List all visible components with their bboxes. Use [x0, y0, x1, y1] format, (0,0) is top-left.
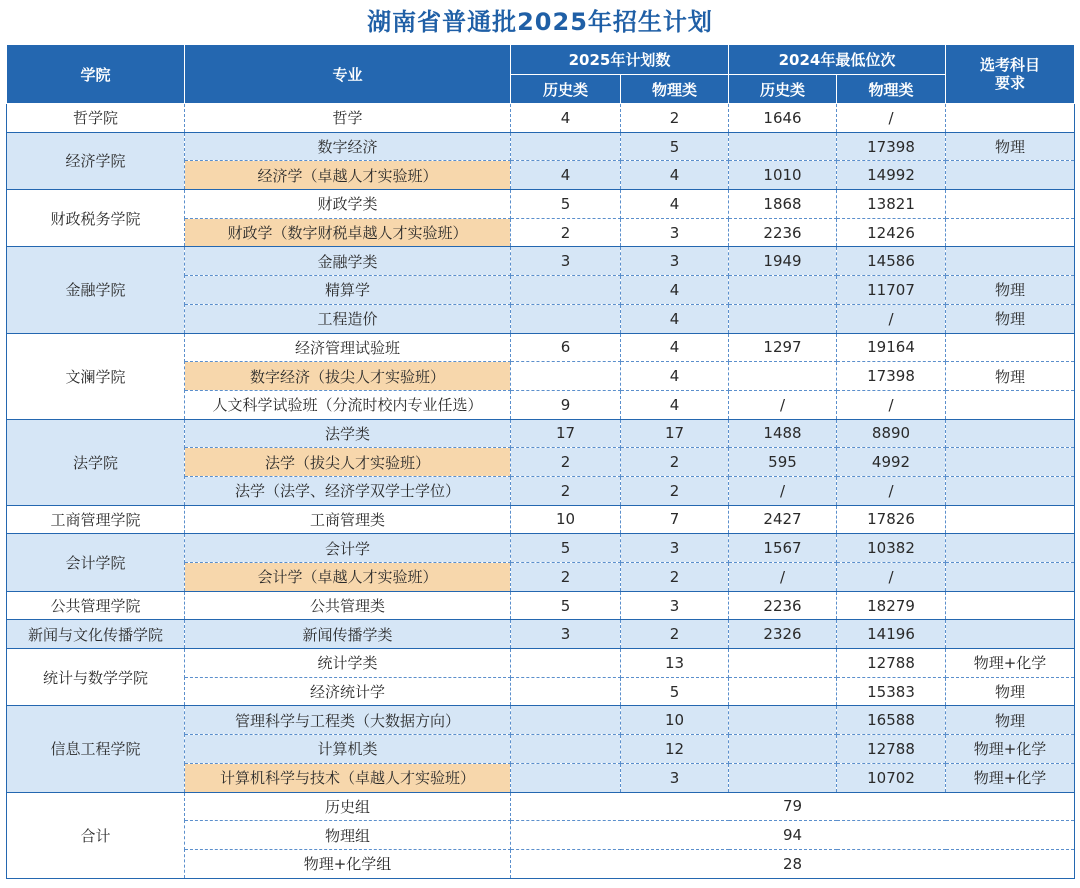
subject-requirement: 物理	[946, 304, 1075, 333]
rank-history: 2236	[729, 218, 837, 247]
plan-history	[511, 677, 621, 706]
rank-history: 2236	[729, 591, 837, 620]
table-row	[7, 190, 1075, 219]
plan-history	[511, 304, 621, 333]
subject-requirement	[946, 505, 1075, 534]
subject-requirement: 物理	[946, 276, 1075, 305]
subject-requirement	[946, 190, 1075, 219]
rank-history: /	[729, 563, 837, 592]
table-row	[7, 247, 1075, 276]
major-name: 公共管理类	[185, 591, 511, 620]
table-row	[7, 333, 1075, 362]
major-name: 财政学（数字财税卓越人才实验班）	[185, 218, 511, 247]
header-plan-history: 历史类	[511, 75, 621, 104]
college-group	[7, 706, 1075, 792]
plan-physics: 4	[621, 276, 729, 305]
rank-physics: 14992	[837, 161, 946, 190]
total-value: 79	[511, 792, 1075, 821]
rank-physics: 12426	[837, 218, 946, 247]
rank-physics: 16588	[837, 706, 946, 735]
college-name: 财政税务学院	[7, 190, 185, 247]
subject-requirement: 物理	[946, 132, 1075, 161]
major-name: 新闻传播学类	[185, 620, 511, 649]
major-name: 统计学类	[185, 649, 511, 678]
rank-history	[729, 362, 837, 391]
header-rank-2024: 2024年最低位次	[729, 45, 946, 75]
subject-requirement: 物理	[946, 677, 1075, 706]
subject-requirement: 物理+化学	[946, 649, 1075, 678]
college-name: 哲学院	[7, 104, 185, 133]
major-name: 经济管理试验班	[185, 333, 511, 362]
plan-physics: 3	[621, 534, 729, 563]
rank-history: 1949	[729, 247, 837, 276]
plan-physics: 7	[621, 505, 729, 534]
major-name: 哲学	[185, 104, 511, 133]
major-name: 会计学（卓越人才实验班）	[185, 563, 511, 592]
rank-history: 1567	[729, 534, 837, 563]
major-name: 计算机类	[185, 735, 511, 764]
major-name: 工程造价	[185, 304, 511, 333]
header-rank-history: 历史类	[729, 75, 837, 104]
rank-physics: 15383	[837, 677, 946, 706]
subject-requirement	[946, 563, 1075, 592]
rank-physics: 10382	[837, 534, 946, 563]
total-value: 94	[511, 821, 1075, 850]
plan-history: 3	[511, 247, 621, 276]
college-group	[7, 591, 1075, 620]
header-plan-physics: 物理类	[621, 75, 729, 104]
major-name: 计算机科学与技术（卓越人才实验班）	[185, 763, 511, 792]
subject-requirement	[946, 620, 1075, 649]
plan-history	[511, 763, 621, 792]
rank-history	[729, 763, 837, 792]
table-row	[7, 505, 1075, 534]
subject-requirement	[946, 333, 1075, 362]
rank-physics: 14196	[837, 620, 946, 649]
rank-history: 1297	[729, 333, 837, 362]
plan-physics: 3	[621, 763, 729, 792]
rank-history: /	[729, 476, 837, 505]
rank-physics: 4992	[837, 448, 946, 477]
plan-history: 2	[511, 476, 621, 505]
subject-requirement	[946, 218, 1075, 247]
total-group	[7, 792, 1075, 878]
rank-physics: /	[837, 476, 946, 505]
college-name: 信息工程学院	[7, 706, 185, 792]
rank-history	[729, 735, 837, 764]
table-row	[7, 132, 1075, 161]
plan-history: 3	[511, 620, 621, 649]
rank-history: 2427	[729, 505, 837, 534]
subject-requirement	[946, 161, 1075, 190]
plan-history: 17	[511, 419, 621, 448]
plan-physics: 2	[621, 620, 729, 649]
subject-requirement	[946, 390, 1075, 419]
rank-history	[729, 276, 837, 305]
college-name: 统计与数学学院	[7, 649, 185, 706]
subject-requirement: 物理	[946, 362, 1075, 391]
rank-physics: 12788	[837, 649, 946, 678]
table-row	[7, 706, 1075, 735]
plan-physics: 4	[621, 304, 729, 333]
page-title: 湖南省普通批2025年招生计划	[367, 8, 713, 36]
rank-physics: /	[837, 104, 946, 133]
plan-history: 5	[511, 190, 621, 219]
rank-physics: /	[837, 390, 946, 419]
table-header	[7, 45, 1075, 104]
major-name: 工商管理类	[185, 505, 511, 534]
table-row	[7, 792, 1075, 821]
table-row	[7, 649, 1075, 678]
plan-physics: 2	[621, 448, 729, 477]
college-group	[7, 132, 1075, 189]
header-plan-2025: 2025年计划数	[511, 45, 729, 75]
plan-physics: 2	[621, 563, 729, 592]
table-row	[7, 104, 1075, 133]
plan-physics: 4	[621, 333, 729, 362]
rank-physics: 17398	[837, 132, 946, 161]
rank-physics: 11707	[837, 276, 946, 305]
subject-requirement	[946, 591, 1075, 620]
major-name: 法学（法学、经济学双学士学位）	[185, 476, 511, 505]
plan-physics: 5	[621, 677, 729, 706]
college-group	[7, 649, 1075, 706]
plan-physics: 4	[621, 390, 729, 419]
table-row	[7, 591, 1075, 620]
total-value: 28	[511, 849, 1075, 878]
major-name: 管理科学与工程类（大数据方向）	[185, 706, 511, 735]
college-name: 新闻与文化传播学院	[7, 620, 185, 649]
subject-requirement: 物理	[946, 706, 1075, 735]
college-name: 会计学院	[7, 534, 185, 591]
plan-history: 5	[511, 591, 621, 620]
plan-physics: 3	[621, 218, 729, 247]
plan-history: 2	[511, 448, 621, 477]
plan-physics: 17	[621, 419, 729, 448]
subject-requirement: 物理+化学	[946, 735, 1075, 764]
plan-physics: 13	[621, 649, 729, 678]
rank-history	[729, 132, 837, 161]
rank-physics: 18279	[837, 591, 946, 620]
college-group	[7, 620, 1075, 649]
plan-history: 5	[511, 534, 621, 563]
rank-history	[729, 304, 837, 333]
major-name: 精算学	[185, 276, 511, 305]
major-name: 数字经济（拔尖人才实验班）	[185, 362, 511, 391]
plan-physics: 12	[621, 735, 729, 764]
total-label: 合计	[7, 792, 185, 878]
subject-requirement	[946, 247, 1075, 276]
rank-history: 2326	[729, 620, 837, 649]
subject-requirement: 物理+化学	[946, 763, 1075, 792]
plan-physics: 4	[621, 190, 729, 219]
header-subject-requirement: 选考科目要求	[946, 45, 1075, 104]
subject-requirement	[946, 419, 1075, 448]
admission-plan-table	[6, 44, 1075, 879]
plan-history: 2	[511, 218, 621, 247]
plan-history: 4	[511, 104, 621, 133]
plan-history: 2	[511, 563, 621, 592]
subject-requirement	[946, 476, 1075, 505]
plan-physics: 2	[621, 104, 729, 133]
plan-history: 4	[511, 161, 621, 190]
college-group	[7, 333, 1075, 419]
total-group-name: 历史组	[185, 792, 511, 821]
rank-history: 595	[729, 448, 837, 477]
subject-requirement	[946, 534, 1075, 563]
rank-history	[729, 706, 837, 735]
college-name: 法学院	[7, 419, 185, 505]
total-group-name: 物理组	[185, 821, 511, 850]
major-name: 法学（拔尖人才实验班）	[185, 448, 511, 477]
major-name: 金融学类	[185, 247, 511, 276]
major-name: 法学类	[185, 419, 511, 448]
college-group	[7, 419, 1075, 505]
college-name: 文澜学院	[7, 333, 185, 419]
rank-physics: 17398	[837, 362, 946, 391]
header-college: 学院	[7, 45, 185, 104]
plan-physics: 3	[621, 591, 729, 620]
college-name: 工商管理学院	[7, 505, 185, 534]
table-row	[7, 620, 1075, 649]
header-major: 专业	[185, 45, 511, 104]
plan-physics: 5	[621, 132, 729, 161]
plan-physics: 4	[621, 161, 729, 190]
plan-history: 6	[511, 333, 621, 362]
rank-history: 1010	[729, 161, 837, 190]
total-group-name: 物理+化学组	[185, 849, 511, 878]
plan-history	[511, 706, 621, 735]
plan-physics: 10	[621, 706, 729, 735]
major-name: 数字经济	[185, 132, 511, 161]
rank-history	[729, 677, 837, 706]
college-group	[7, 247, 1075, 333]
plan-history	[511, 132, 621, 161]
rank-history	[729, 649, 837, 678]
plan-history: 10	[511, 505, 621, 534]
plan-physics: 4	[621, 362, 729, 391]
rank-physics: /	[837, 304, 946, 333]
plan-physics: 3	[621, 247, 729, 276]
plan-history	[511, 735, 621, 764]
table-row	[7, 534, 1075, 563]
rank-physics: 17826	[837, 505, 946, 534]
major-name: 会计学	[185, 534, 511, 563]
college-group	[7, 104, 1075, 133]
major-name: 经济学（卓越人才实验班）	[185, 161, 511, 190]
major-name: 人文科学试验班（分流时校内专业任选）	[185, 390, 511, 419]
major-name: 财政学类	[185, 190, 511, 219]
rank-history: 1646	[729, 104, 837, 133]
rank-physics: 8890	[837, 419, 946, 448]
table-row	[7, 419, 1075, 448]
rank-physics: 13821	[837, 190, 946, 219]
plan-history	[511, 362, 621, 391]
rank-history: 1868	[729, 190, 837, 219]
plan-history	[511, 276, 621, 305]
header-rank-physics: 物理类	[837, 75, 946, 104]
college-group	[7, 505, 1075, 534]
college-name: 金融学院	[7, 247, 185, 333]
rank-physics: 19164	[837, 333, 946, 362]
plan-physics: 2	[621, 476, 729, 505]
rank-physics: /	[837, 563, 946, 592]
rank-physics: 10702	[837, 763, 946, 792]
subject-requirement	[946, 104, 1075, 133]
rank-history: /	[729, 390, 837, 419]
college-name: 经济学院	[7, 132, 185, 189]
plan-history	[511, 649, 621, 678]
college-group	[7, 534, 1075, 591]
college-name: 公共管理学院	[7, 591, 185, 620]
plan-history: 9	[511, 390, 621, 419]
rank-physics: 14586	[837, 247, 946, 276]
major-name: 经济统计学	[185, 677, 511, 706]
subject-requirement	[946, 448, 1075, 477]
college-group	[7, 190, 1075, 247]
rank-history: 1488	[729, 419, 837, 448]
rank-physics: 12788	[837, 735, 946, 764]
